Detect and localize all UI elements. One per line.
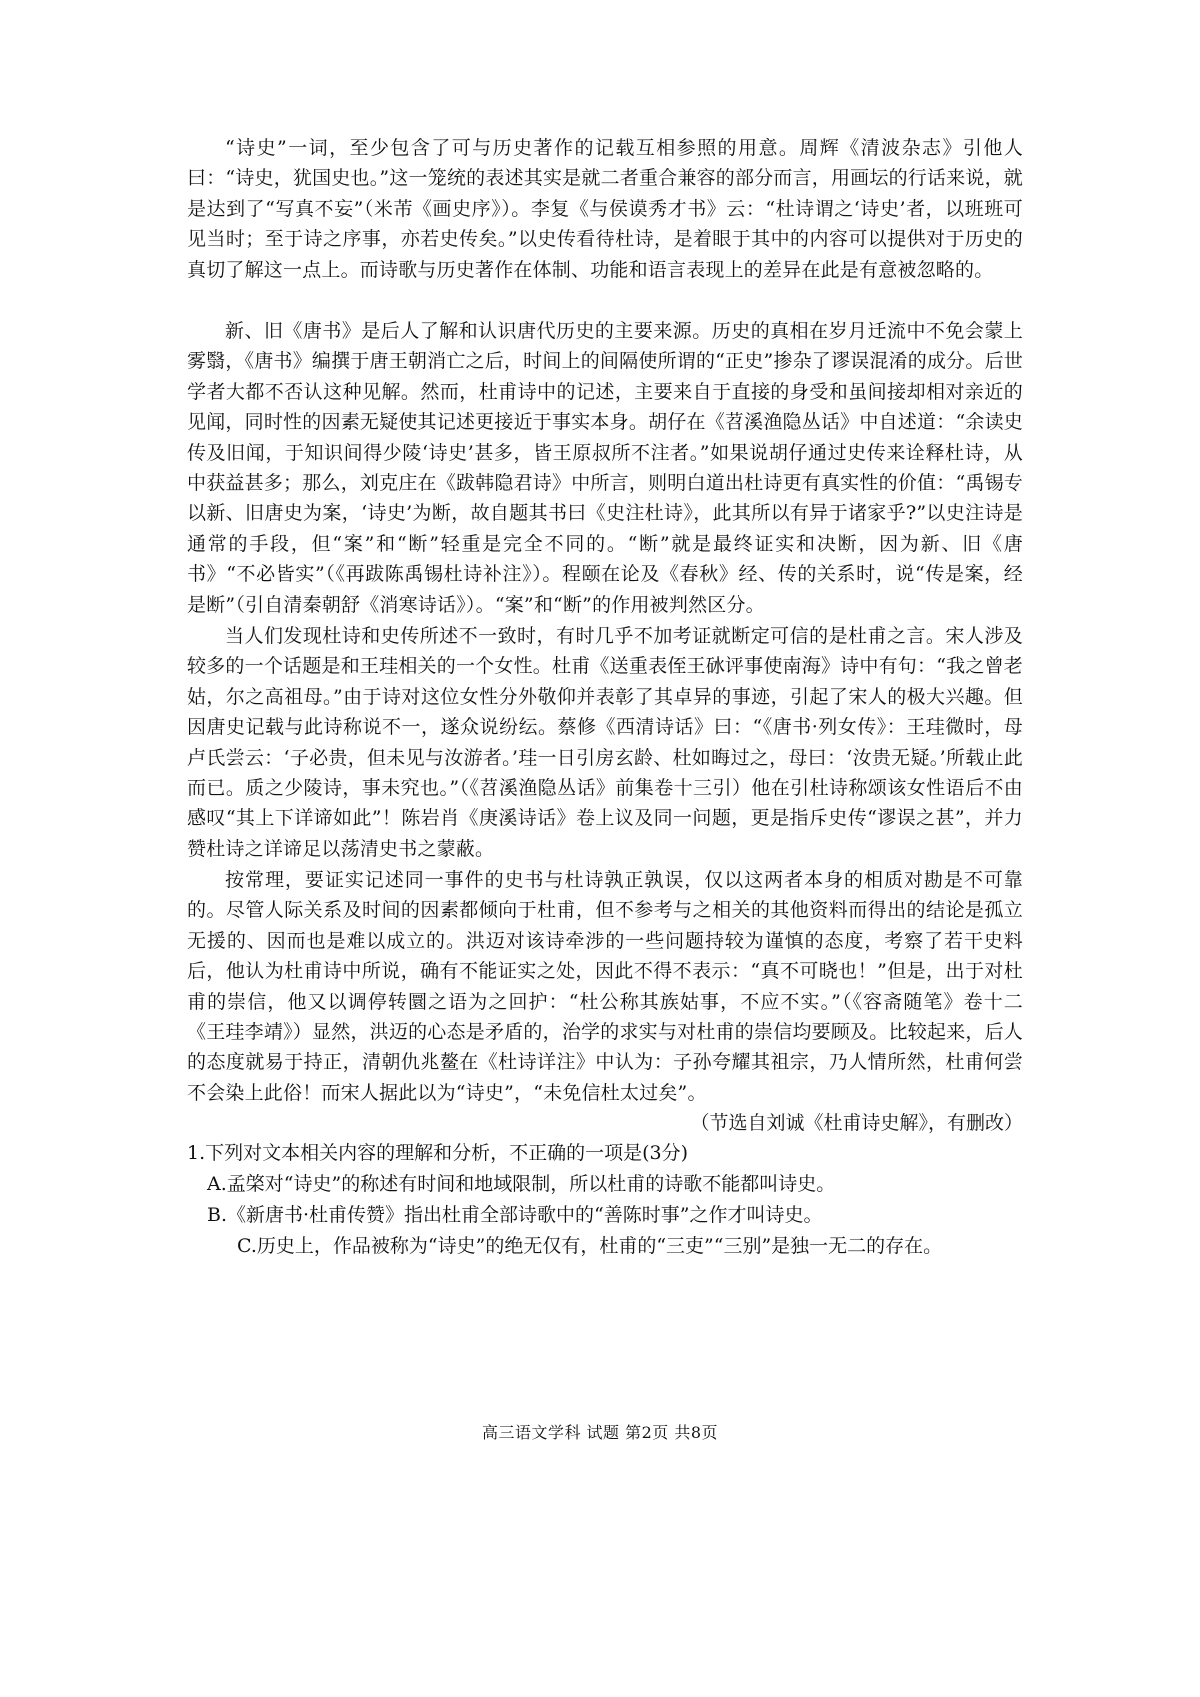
option-c: C.历史上，作品被称为“诗史”的绝无仅有，杜甫的“三吏”“三别”是独一无二的存在。 <box>237 1235 943 1257</box>
paragraph-4: 按常理，要证实记述同一事件的史书与杜诗孰正孰误，仅以这两者本身的相质对勘是不可靠的。尽管人际关系及时间的因素都倾向于杜甫，但不参考与之相关的其他资料而得出的结论是孤立无援的、因而也是难以成立的。洪迈对该诗牵涉的一些问题持较为谨慎的态度，考察了若干史料后，他认为杜甫诗中所说，确有不能证实之处，因此不得不表示：“真不可晓也！”但是，出于对杜甫的崇信，他又以调停转圜之语为之回护：“杜公称其族姑事，不应不实。”（《容斋随笔》卷十二《王珪李靖》）显然，洪迈的心态是矛盾的，治学的求实与对杜甫的崇信均要顾及。比较起来，后人的态度就易于持正，清朝仇兆鳌在《杜诗详注》中认为：子孙夸耀其祖宗，乃人情所然，杜甫何尝不会染上此俗！而宋人据此以为“诗史”，“未免信杜太过矣”。 <box>187 869 1023 1104</box>
option-b: B.《新唐书·杜甫传赞》指出杜甫全部诗歌中的“善陈时事”之作才叫诗史。 <box>207 1204 823 1226</box>
option-a: A.孟棨对“诗史”的称述有时间和地域限制，所以杜甫的诗歌不能都叫诗史。 <box>207 1173 836 1195</box>
question-stem: 1.下列对文本相关内容的理解和分析，不正确的一项是(3分) <box>187 1142 689 1164</box>
page-footer: 高三语文学科 试题 第2页 共8页 <box>481 1423 719 1442</box>
paragraph-3: 当人们发现杜诗和史传所述不一致时，有时几乎不加考证就断定可信的是杜甫之言。宋人涉及较多的一个话题是和王珪相关的一个女性。杜甫《送重表侄王砅评事使南海》诗中有句：“我之曾老姑，尔之高祖母。”由于诗对这位女性分外敬仰并表彰了其卓异的事迹，引起了宋人的极大兴趣。但因唐史记载与此诗称说不一，遂众说纷纭。蔡修《西清诗话》曰：“《唐书·列女传》：王珪微时，母卢氏尝云：‘子必贵，但未见与汝游者。’珪一日引房玄龄、杜如晦过之，母曰：‘汝贵无疑。’所载止此而已。质之少陵诗，事未究也。”（《苕溪渔隐丛话》前集卷十三引）他在引杜诗称颂该女性语后不由感叹“其上下详谛如此”！陈岩肖《庚溪诗话》卷上议及同一问题，更是指斥史传“谬误之甚”，并力赞杜诗之详谛足以荡清史书之蒙蔽。 <box>187 625 1023 860</box>
paragraph-2: 新、旧《唐书》是后人了解和认识唐代历史的主要来源。历史的真相在岁月迁流中不免会蒙上雾翳，《唐书》编撰于唐王朝消亡之后，时间上的间隔使所谓的“正史”掺杂了谬误混淆的成分。后世学者大都不否认这种见解。然而，杜甫诗中的记述，主要来自于直接的身受和虽间接却相对亲近的见闻，同时性的因素无疑使其记述更接近于事实本身。胡仔在《苕溪渔隐丛话》中自述道：“余读史传及旧闻，于知识间得少陵‘诗史’甚多，皆王原叔所不注者。”如果说胡仔通过史传来诠释杜诗，从中获益甚多；那么，刘克庄在《跋韩隐君诗》中所言，则明白道出杜诗更有真实性的价值：“禹锡专以新、旧唐史为案，‘诗史’为断，故自题其书曰《史注杜诗》，此其所以有异于诸家乎?”以史注诗是通常的手段，但“案”和“断”轻重是完全不同的。“断”就是最终证实和决断，因为新、旧《唐书》“不必皆实”（《再跋陈禹锡杜诗补注》）。程颐在论及《春秋》经、传的关系时，说“传是案，经是断”（引自清秦朝舒《消寒诗话》）。“案”和“断”的作用被判然区分。 <box>187 320 1023 616</box>
source-citation: （节选自刘诚《杜甫诗史解》，有删改） <box>690 1112 1023 1134</box>
paragraph-1: “诗史”一词，至少包含了可与历史著作的记载互相参照的用意。周辉《清波杂志》引他人曰：“诗史，犹国史也。”这一笼统的表述其实是就二者重合兼容的部分而言，用画坛的行话来说，就是达到了“写真不妄”（米芾《画史序》）。李复《与侯谟秀才书》云：“杜诗谓之‘诗史’者，以班班可见当时；至于诗之序事，亦若史传矣。”以史传看待杜诗，是着眼于其中的内容可以提供对于历史的真切了解这一点上。而诗歌与历史著作在体制、功能和语言表现上的差异在此是有意被忽略的。 <box>187 137 1023 281</box>
